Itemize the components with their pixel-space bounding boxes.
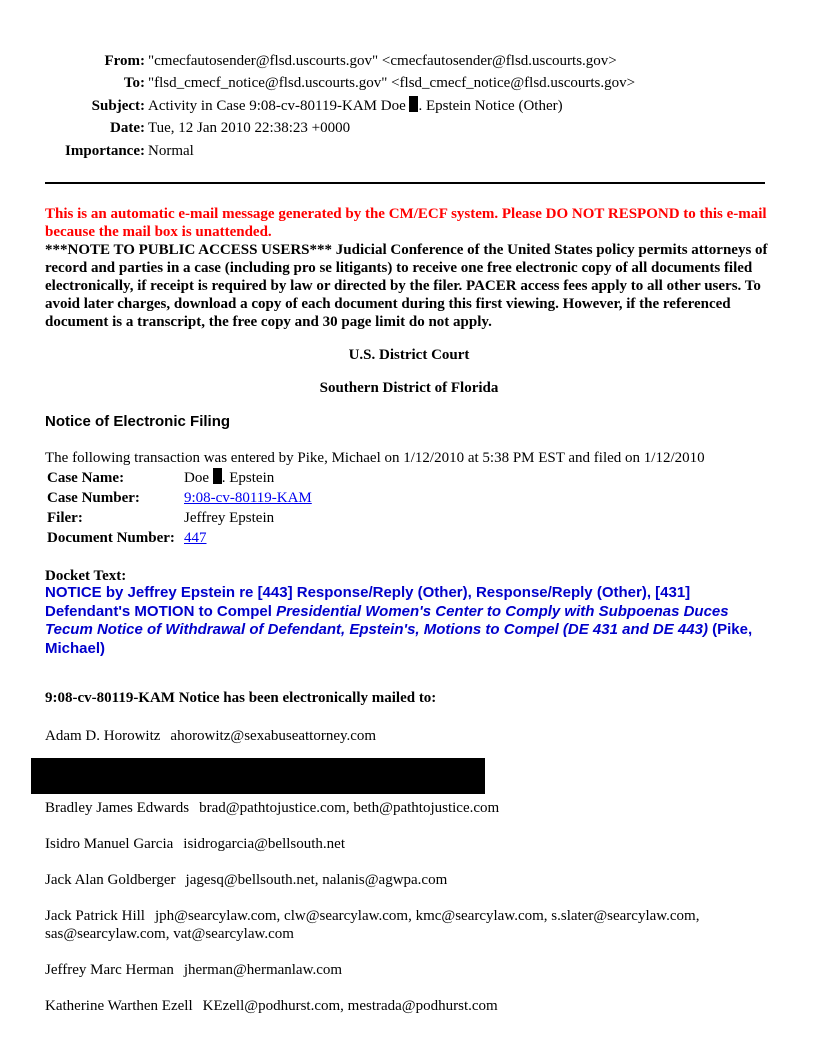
importance-row xyxy=(0,140,816,162)
recipient-email: jagesq@bellsouth.net, nalanis@agwpa.com xyxy=(185,872,448,888)
case-number-row xyxy=(45,488,314,508)
header-divider xyxy=(45,182,765,184)
recipient-name: Adam D. Horowitz xyxy=(45,728,161,744)
to-value: "flsd_cmecf_notice@flsd.uscourts.gov" <flsd_cmecf_notice@flsd.uscourts.gov> xyxy=(148,75,636,92)
recipient-row xyxy=(45,997,498,1015)
recipient-email: isidrogarcia@bellsouth.net xyxy=(183,836,345,852)
redaction-mark xyxy=(213,468,222,484)
case-number-link[interactable]: 9:08-cv-80119-KAM xyxy=(184,490,312,506)
recipient-email: brad@pathtojustice.com, beth@pathtojustice.com xyxy=(199,800,500,816)
filer-value: Jeffrey Epstein xyxy=(184,510,275,526)
recipient-row xyxy=(45,907,699,943)
filer-row xyxy=(45,508,314,528)
case-name-before: Doe xyxy=(184,470,209,486)
case-name-label: Case Name: xyxy=(47,470,125,486)
docket-text-main: NOTICE by Jeffrey Epstein re [443] Response/Reply (Other), Response/Reply (Other), [431] Defendant's MOTION to Compel xyxy=(45,584,691,620)
subject-row xyxy=(0,95,816,117)
recipient-email-continued: sas@searcylaw.com, vat@searcylaw.com xyxy=(45,926,294,942)
court-name: U.S. District Court xyxy=(348,347,470,363)
recipient-name: Katherine Warthen Ezell xyxy=(45,998,193,1014)
recipient-email: KEzell@podhurst.com, mestrada@podhurst.com xyxy=(202,998,498,1014)
case-name-row xyxy=(45,468,314,488)
subject-before: Activity in Case 9:08-cv-80119-KAM Doe xyxy=(148,97,406,114)
subject-after: . Epstein Notice (Other) xyxy=(418,97,563,114)
docket-text-label: Docket Text: xyxy=(45,568,127,584)
date-label: Date: xyxy=(110,120,145,137)
recipient-name: Jack Patrick Hill xyxy=(45,908,145,924)
from-label: From: xyxy=(104,53,145,69)
subject-value xyxy=(148,95,563,117)
importance-label: Importance: xyxy=(65,142,145,159)
importance-value: Normal xyxy=(148,142,194,159)
recipient-email: jherman@hermanlaw.com xyxy=(183,962,343,978)
mailed-heading: 9:08-cv-80119-KAM Notice has been electronically mailed to: xyxy=(45,690,437,706)
to-row xyxy=(0,72,816,94)
transaction-text: The following transaction was entered by Pike, Michael on 1/12/2010 at 5:38 PM EST and filed on 1/12/2010 xyxy=(45,450,705,466)
recipient-name: Bradley James Edwards xyxy=(45,800,190,816)
case-number-label: Case Number: xyxy=(47,490,140,506)
public-access-note: ***NOTE TO PUBLIC ACCESS USERS*** Judicial Conference of the United States policy permits attorneys of record and parties in a case (including pro se litigants) to receive one free electronic copy of all documents filed electronically, if receipt is required by law or directed by the filer. PACER access fees apply to all other users. To avoid later charges, download a copy of each document during this first viewing. However, if the referenced document is a transcript, the free copy and 30 page limit do not apply. xyxy=(45,242,768,330)
docket-text-italic: Presidential Women's Center to Comply with Subpoenas Duces Tecum Notice of Withdrawal of Defendant, Epstein's, Motions to Compel (DE 431 and DE 443) xyxy=(45,602,729,638)
case-name-after: . Epstein xyxy=(221,470,275,486)
recipient-name: Isidro Manuel Garcia xyxy=(45,836,174,852)
recipient-row xyxy=(45,835,345,853)
recipient-name: Jeffrey Marc Herman xyxy=(45,962,174,978)
message-body xyxy=(45,205,773,707)
from-row xyxy=(0,50,816,72)
document-number-row xyxy=(45,528,314,548)
recipient-email: ahorowitz@sexabuseattorney.com xyxy=(170,728,377,744)
recipient-row xyxy=(45,961,342,979)
to-label: To: xyxy=(123,75,145,92)
recipient-row xyxy=(45,871,447,889)
date-row xyxy=(0,117,816,139)
nef-title: Notice of Electronic Filing xyxy=(45,413,231,430)
case-name-value xyxy=(182,468,314,488)
recipient-row xyxy=(45,799,499,817)
case-info-table xyxy=(45,468,314,548)
auto-message-warning: This is an automatic e-mail message generated by the CM/ECF system. Please DO NOT RESPOND to this e-mail because the mail box is unattended. xyxy=(45,206,767,240)
redaction-bar xyxy=(31,758,485,794)
filer-label: Filer: xyxy=(47,510,83,526)
recipient-row xyxy=(45,727,376,745)
date-value: Tue, 12 Jan 2010 22:38:23 +0000 xyxy=(148,120,351,137)
docket-text-filer: (Pike, Michael) xyxy=(45,621,753,657)
recipient-email: jph@searcylaw.com, clw@searcylaw.com, kmc@searcylaw.com, s.slater@searcylaw.com, xyxy=(154,908,700,924)
document-number-link[interactable]: 447 xyxy=(184,530,207,546)
recipient-name: Jack Alan Goldberger xyxy=(45,872,176,888)
email-header xyxy=(0,50,816,162)
subject-label: Subject: xyxy=(91,97,145,114)
docket-text xyxy=(45,584,773,658)
from-value: "cmecfautosender@flsd.uscourts.gov" <cmecfautosender@flsd.uscourts.gov> xyxy=(148,53,617,69)
document-number-label: Document Number: xyxy=(47,530,175,546)
district-name: Southern District of Florida xyxy=(319,380,499,396)
